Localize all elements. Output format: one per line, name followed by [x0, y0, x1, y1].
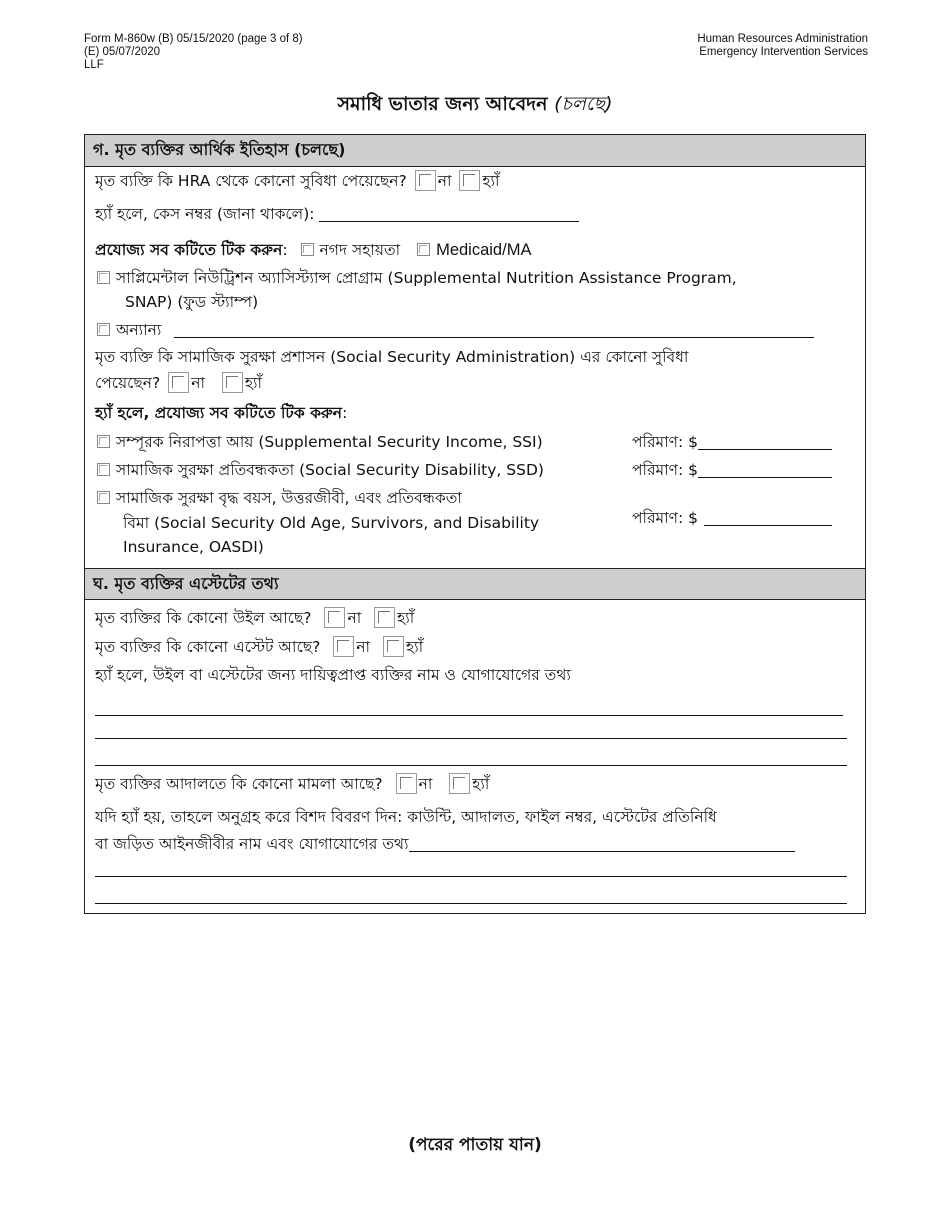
will-yes-checkbox[interactable]	[374, 607, 395, 628]
agency-name: Human Resources Administration	[697, 33, 868, 45]
court-details-row	[95, 833, 795, 855]
oasdi-label-line1: সামাজিক সুরক্ষা বৃদ্ধ বয়স, উত্তরজীবী, এবং প্রতিবন্ধকতা	[116, 489, 462, 507]
hra-yes-checkbox[interactable]	[459, 170, 480, 191]
ssa-question-label: পেয়েছেন?	[95, 374, 161, 392]
responsible-person-line-1[interactable]	[95, 715, 843, 716]
check-all-row	[95, 239, 531, 261]
page-title	[0, 90, 950, 122]
court-details-line-2[interactable]	[95, 876, 847, 877]
cash-assistance-checkbox[interactable]	[301, 243, 314, 256]
estate-no-label: না	[356, 638, 371, 656]
ssa-no-checkbox[interactable]	[168, 372, 189, 393]
page-title-main: সমাধি ভাতার জন্য আবেদন	[337, 93, 548, 115]
case-number-row	[95, 203, 579, 225]
ssa-question-line2	[95, 372, 262, 394]
if-yes-check-all-label: হ্যাঁ হলে, প্রযোজ্য সব কটিতে টিক করুন	[95, 404, 343, 422]
other-field[interactable]	[174, 321, 814, 338]
ssi-amount-label: পরিমাণ: $	[632, 433, 698, 451]
ssd-amount-label: পরিমাণ: $	[632, 461, 698, 479]
responsible-person-line-2[interactable]	[95, 738, 847, 739]
estate-question: মৃত ব্যক্তির কি কোনো এস্টেট আছে?	[95, 638, 321, 656]
ssi-amount-field[interactable]	[698, 433, 832, 450]
form-meta-right	[697, 33, 868, 59]
court-yes-label: হ্যাঁ	[472, 775, 490, 793]
check-all-label: প্রযোজ্য সব কটিতে টিক করুন	[95, 241, 283, 259]
oasdi-amount	[632, 507, 832, 529]
ssi-row	[95, 431, 543, 453]
court-yes-checkbox[interactable]	[449, 773, 470, 794]
court-details-field[interactable]	[409, 835, 795, 852]
colon: :	[342, 404, 348, 422]
hra-yes-label: হ্যাঁ	[482, 172, 500, 190]
ssi-checkbox[interactable]	[97, 435, 110, 448]
court-details-line1: যদি হ্যাঁ হয়, তাহলে অনুগ্রহ করে বিশদ বিবরণ দিন: কাউন্টি, আদালত, ফাইল নম্বর, এস্টেটের প্রতিনিধি	[95, 808, 717, 826]
medicaid-checkbox[interactable]	[417, 243, 430, 256]
other-label: অন্যান্য	[116, 321, 162, 339]
form-code: LLF	[84, 59, 104, 71]
estate-row	[95, 636, 423, 658]
agency-division: Emergency Intervention Services	[699, 46, 868, 58]
form-number: Form M-860w (B) 05/15/2020 (page 3 of 8)	[84, 33, 303, 45]
hra-no-checkbox[interactable]	[415, 170, 436, 191]
ssd-row	[95, 459, 544, 481]
court-details-line2: বা জড়িত আইনজীবীর নাম এবং যোগাযোগের তথ্য	[95, 835, 409, 853]
case-number-label: হ্যাঁ হলে, কেস নম্বর (জানা থাকলে):	[95, 205, 315, 223]
case-number-field[interactable]	[319, 205, 579, 222]
estate-yes-checkbox[interactable]	[383, 636, 404, 657]
other-checkbox[interactable]	[97, 323, 110, 336]
ssi-label: সম্পূরক নিরাপত্তা আয় (Supplemental Security Income, SSI)	[116, 433, 543, 451]
responsible-person-line-3[interactable]	[95, 765, 847, 766]
colon: :	[282, 241, 288, 259]
section-d-heading: ঘ. মৃত ব্যক্তির এস্টেটের তথ্য	[85, 568, 865, 600]
hra-benefit-row	[95, 170, 500, 192]
oasdi-label-line3: Insurance, OASDI)	[123, 538, 264, 556]
court-details-line-3[interactable]	[95, 903, 847, 904]
hra-question: মৃত ব্যক্তি কি HRA থেকে কোনো সুবিধা পেয়েছেন?	[95, 172, 407, 190]
other-row	[95, 319, 814, 341]
snap-label-line1: সাপ্লিমেন্টাল নিউট্রিশন অ্যাসিস্ট্যান্স প্রোগ্রাম (Supplemental Nutrition Assistance Program,	[116, 269, 737, 287]
medicaid-label: Medicaid/MA	[436, 241, 532, 259]
ssd-checkbox[interactable]	[97, 463, 110, 476]
application-form	[84, 134, 866, 914]
will-question: মৃত ব্যক্তির কি কোনো উইল আছে?	[95, 609, 312, 627]
court-case-row	[95, 773, 489, 795]
snap-row	[95, 267, 737, 289]
ssa-yes-checkbox[interactable]	[222, 372, 243, 393]
will-no-checkbox[interactable]	[324, 607, 345, 628]
ssd-amount-field[interactable]	[698, 461, 832, 478]
oasdi-row	[95, 487, 462, 509]
will-no-label: না	[347, 609, 362, 627]
form-meta-left	[84, 33, 303, 72]
oasdi-amount-field[interactable]	[704, 509, 832, 526]
oasdi-label-line2: বিমা (Social Security Old Age, Survivors, and Disability	[123, 514, 540, 532]
ssa-yes-label: হ্যাঁ	[244, 374, 263, 392]
continue-next-page: (পরের পাতায় যান)	[408, 1135, 542, 1155]
court-no-label: না	[418, 775, 433, 793]
ssd-amount	[632, 459, 832, 481]
ssa-no-label: না	[191, 374, 205, 392]
snap-label-line2: SNAP) (ফুড স্ট্যাম্প)	[125, 293, 259, 311]
ssa-question-line1: মৃত ব্যক্তি কি সামাজিক সুরক্ষা প্রশাসন (Social Security Administration) এর কোনো সুবিধা	[95, 348, 689, 366]
section-c-heading: গ. মৃত ব্যক্তির আর্থিক ইতিহাস (চলছে)	[85, 135, 865, 167]
will-row	[95, 607, 414, 629]
ssi-amount	[632, 431, 832, 453]
will-yes-label: হ্যাঁ	[397, 609, 415, 627]
ssd-label: সামাজিক সুরক্ষা প্রতিবন্ধকতা (Social Security Disability, SSD)	[116, 461, 544, 479]
form-edition-date: (E) 05/07/2020	[84, 46, 161, 58]
estate-yes-label: হ্যাঁ	[405, 638, 424, 656]
oasdi-checkbox[interactable]	[97, 491, 110, 504]
if-yes-row	[95, 402, 347, 424]
oasdi-amount-label: পরিমাণ: $	[632, 509, 698, 527]
snap-checkbox[interactable]	[97, 271, 110, 284]
estate-no-checkbox[interactable]	[333, 636, 354, 657]
court-no-checkbox[interactable]	[396, 773, 417, 794]
hra-no-label: না	[437, 172, 452, 190]
responsible-person-label: হ্যাঁ হলে, উইল বা এস্টেটের জন্য দায়িত্বপ্রাপ্ত ব্যক্তির নাম ও যোগাযোগের তথ্য	[95, 666, 571, 684]
court-question: মৃত ব্যক্তির আদালতে কি কোনো মামলা আছে?	[95, 775, 383, 793]
page-title-continued: (চলছে)	[554, 93, 613, 115]
cash-assistance-label: নগদ সহায়তা	[319, 241, 401, 259]
